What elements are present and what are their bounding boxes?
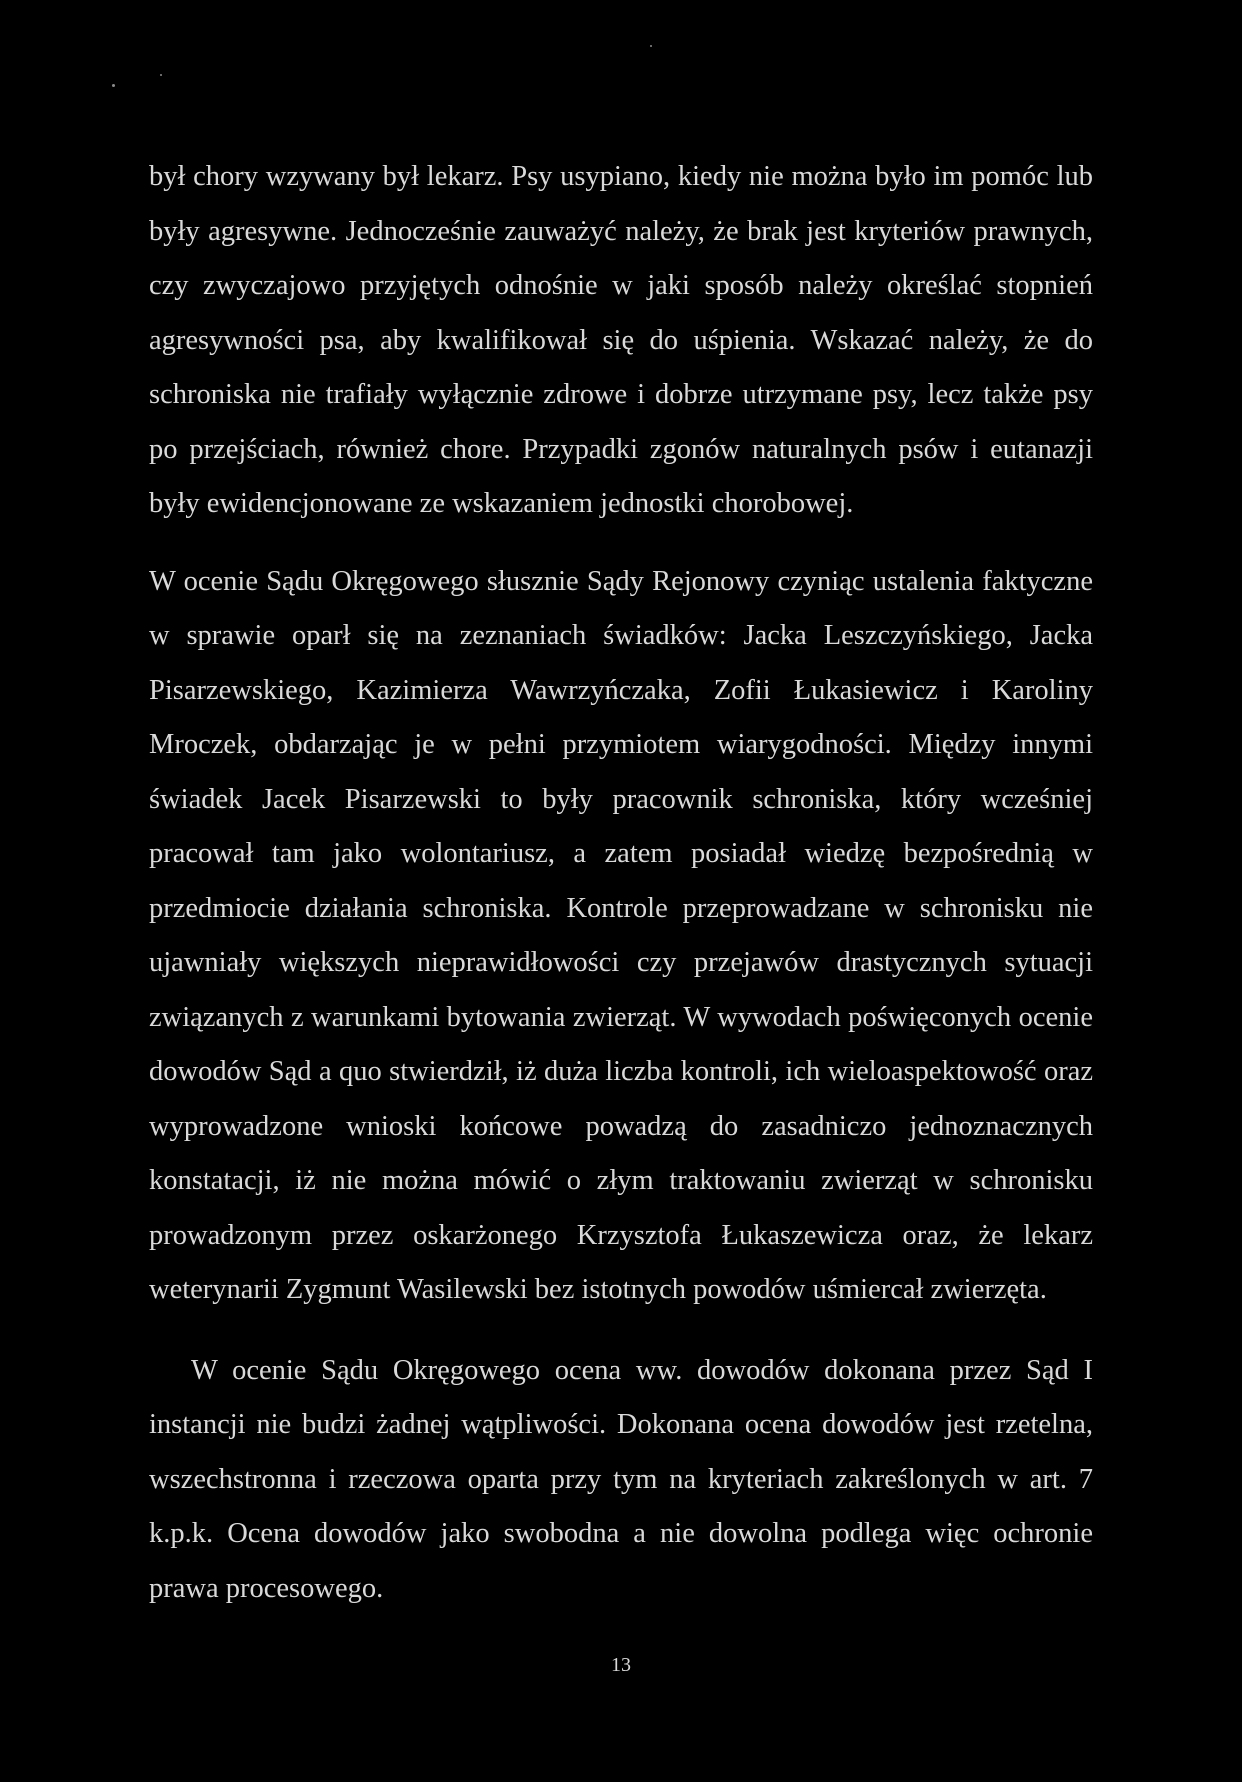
paragraph-1: był chory wzywany był lekarz. Psy usypiano, kiedy nie można było im pomóc lub były agresywne. Jednocześnie zauważyć należy, że brak jest kryteriów prawnych, czy zwyczajowo przyjętych odnośnie w jaki sposób należy określać stopnień agresywności psa, aby kwalifikował się do uśpienia. Wskazać należy, że do schroniska nie trafiały wyłącznie zdrowe i dobrze utrzymane psy, lecz także psy po przejściach, również chore. Przypadki zgonów naturalnych psów i eutanazji były ewidencjonowane ze wskazaniem jednostki chorobowej. (149, 161, 1093, 519)
scan-speck (160, 74, 162, 76)
scan-speck (112, 84, 115, 87)
page-number: 13 (611, 1654, 631, 1676)
paragraph-3: W ocenie Sądu Okręgowego ocena ww. dowodów dokonana przez Sąd I instancji nie budzi żadnej wątpliwości. Dokonana ocena dowodów jest rzetelna, wszechstronna i rzeczowa oparta przy tym na kryteriach zakreślonych w art. 7 k.p.k. Ocena dowodów jako swobodna a nie dowolna podlega więc ochronie prawa procesowego. (149, 1354, 1093, 1604)
scan-speck (650, 45, 652, 47)
paragraph-2: W ocenie Sądu Okręgowego słusznie Sądy Rejonowy czyniąc ustalenia faktyczne w sprawie oparł się na zeznaniach świadków: Jacka Leszczyńskiego, Jacka Pisarzewskiego, Kazimierza Wawrzyńczaka, Zofii Łukasiewicz i Karoliny Mroczek, obdarzając je w pełni przymiotem wiarygodności. Między innymi świadek Jacek Pisarzewski to były pracownik schroniska, który wcześniej pracował tam jako wolontariusz, a zatem posiadał wiedzę bezpośrednią w przedmiocie działania schroniska. Kontrole przeprowadzane w schronisku nie ujawniały większych nieprawidłowości czy przejawów drastycznych sytuacji związanych z warunkami bytowania zwierząt. W wywodach poświęconych ocenie dowodów Sąd a quo stwierdził, iż duża liczba kontroli, ich wieloaspektowość oraz wyprowadzone wnioski końcowe powadzą do zasadniczo jednoznacznych konstatacji, iż nie można mówić o złym traktowaniu zwierząt w schronisku prowadzonym przez oskarżonego Krzysztofa Łukaszewicza oraz, że lekarz weterynarii Zygmunt Wasilewski bez istotnych powodów uśmiercał zwierzęta. (149, 565, 1093, 1305)
document-body (149, 150, 1093, 1616)
